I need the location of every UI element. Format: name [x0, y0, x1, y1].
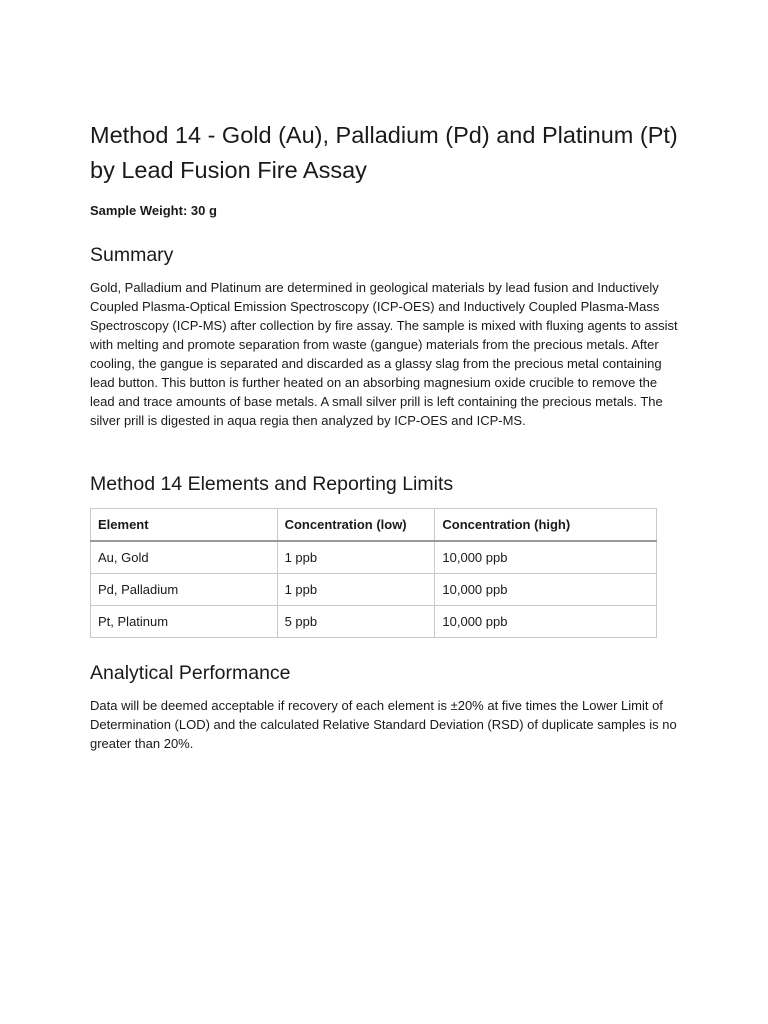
table-cell-concentration-high: 10,000 ppb — [435, 541, 657, 574]
table-cell-concentration-high: 10,000 ppb — [435, 606, 657, 638]
table-header-row — [91, 509, 657, 542]
sample-weight: Sample Weight: 30 g — [90, 203, 217, 218]
page-title: Method 14 - Gold (Au), Palladium (Pd) and Platinum (Pt) by Lead Fusion Fire Assay — [90, 122, 678, 183]
summary-heading: Summary — [90, 244, 174, 266]
column-header-concentration-low: Concentration (low) — [277, 509, 435, 542]
performance-paragraph: Data will be deemed acceptable if recovery of each element is ±20% at five times the Lower Limit of Determination (LOD) and the calculated Relative Standard Deviation (RSD) of duplicate samples is no greater than 20%. — [90, 698, 677, 751]
performance-heading: Analytical Performance — [90, 662, 291, 684]
table-cell-concentration-high: 10,000 ppb — [435, 574, 657, 606]
table-cell-element: Pd, Palladium — [91, 574, 278, 606]
column-header-element: Element — [91, 509, 278, 542]
table-cell-element: Pt, Platinum — [91, 606, 278, 638]
table-cell-element: Au, Gold — [91, 541, 278, 574]
table-cell-concentration-low: 5 ppb — [277, 606, 435, 638]
table-row — [91, 574, 657, 606]
column-header-concentration-high: Concentration (high) — [435, 509, 657, 542]
table-cell-concentration-low: 1 ppb — [277, 574, 435, 606]
summary-paragraph: Gold, Palladium and Platinum are determined in geological materials by lead fusion and Inductively Coupled Plasma-Optical Emission Spectroscopy (ICP-OES) and Inductively Coupled Plasma-Mass Spectroscopy (ICP-MS) after collection by fire assay. The sample is mixed with fluxing agents to assist with melting and promote separation from waste (gangue) materials from the precious metals. After cooling, the gangue is separated and discarded as a glassy slag from the precious metal containing lead button. This button is further heated on an absorbing magnesium oxide crucible to remove the lead and trace amounts of base metals. A small silver prill is left containing the precious metals. The silver prill is digested in aqua regia then analyzed by ICP-OES and ICP-MS. — [90, 280, 678, 428]
table-row — [91, 541, 657, 574]
limits-heading: Method 14 Elements and Reporting Limits — [90, 473, 454, 495]
table-cell-concentration-low: 1 ppb — [277, 541, 435, 574]
table-row — [91, 606, 657, 638]
reporting-limits-table — [90, 508, 657, 638]
